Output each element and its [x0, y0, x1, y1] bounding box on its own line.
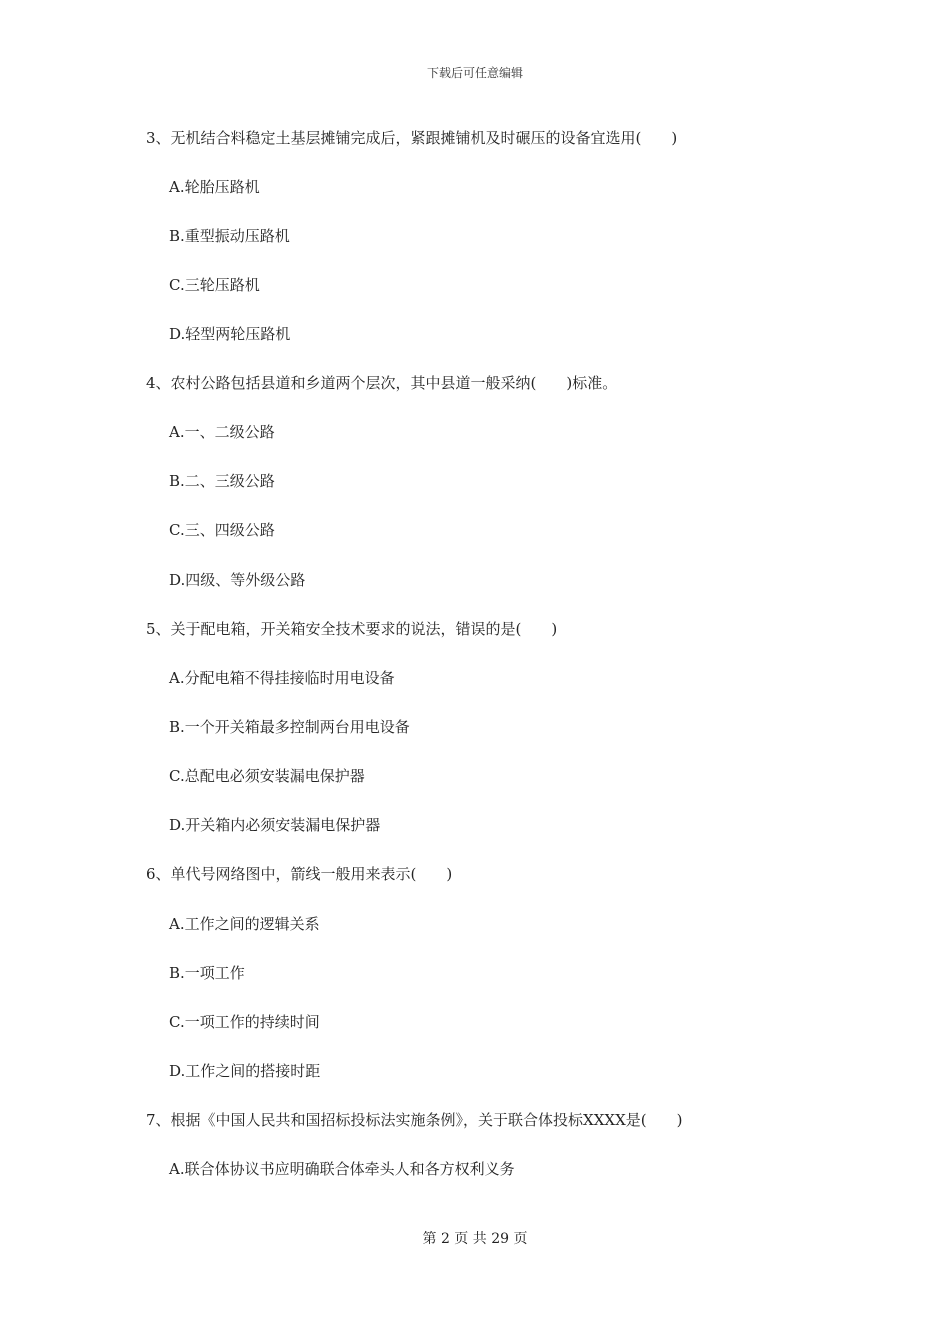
question-6-stem: 6、单代号网络图中，箭线一般用来表示( ) — [146, 865, 453, 883]
question-4-option-d: D.四级、等外级公路 — [169, 571, 306, 589]
question-6-option-b: B.一项工作 — [169, 964, 245, 982]
question-5-option-b: B.一个开关箱最多控制两台用电设备 — [169, 718, 410, 736]
question-4-option-b: B.二、三级公路 — [169, 472, 275, 490]
question-7-stem: 7、根据《中国人民共和国招标投标法实施条例》，关于联合体投标XXXX是( ) — [146, 1111, 683, 1129]
question-6-option-d: D.工作之间的搭接时距 — [169, 1062, 321, 1080]
question-3-option-c: C.三轮压路机 — [169, 276, 260, 294]
question-6-option-a: A.工作之间的逻辑关系 — [169, 915, 320, 933]
question-3-option-b: B.重型振动压路机 — [169, 227, 290, 245]
question-5-option-d: D.开关箱内必须安装漏电保护器 — [169, 816, 381, 834]
page-footer: 第 2 页 共 29 页 — [422, 1231, 528, 1247]
question-4-stem: 4、农村公路包括县道和乡道两个层次，其中县道一般采纳( )标准。 — [146, 374, 618, 392]
question-4-option-a: A.一、二级公路 — [169, 423, 275, 441]
question-5-option-c: C.总配电必须安装漏电保护器 — [169, 767, 365, 785]
page-header: 下载后可任意编辑 — [426, 66, 523, 80]
question-5-stem: 5、关于配电箱，开关箱安全技术要求的说法，错误的是( ) — [146, 620, 558, 638]
question-3-stem: 3、无机结合料稳定土基层摊铺完成后，紧跟摊铺机及时碾压的设备宜选用( ) — [146, 129, 678, 147]
question-6-option-c: C.一项工作的持续时间 — [169, 1013, 320, 1031]
question-7-option-a: A.联合体协议书应明确联合体牵头人和各方权利义务 — [169, 1160, 515, 1178]
question-5-option-a: A.分配电箱不得挂接临时用电设备 — [169, 669, 395, 687]
question-3-option-a: A.轮胎压路机 — [169, 178, 260, 196]
question-3-option-d: D.轻型两轮压路机 — [169, 325, 291, 343]
question-4-option-c: C.三、四级公路 — [169, 521, 275, 539]
